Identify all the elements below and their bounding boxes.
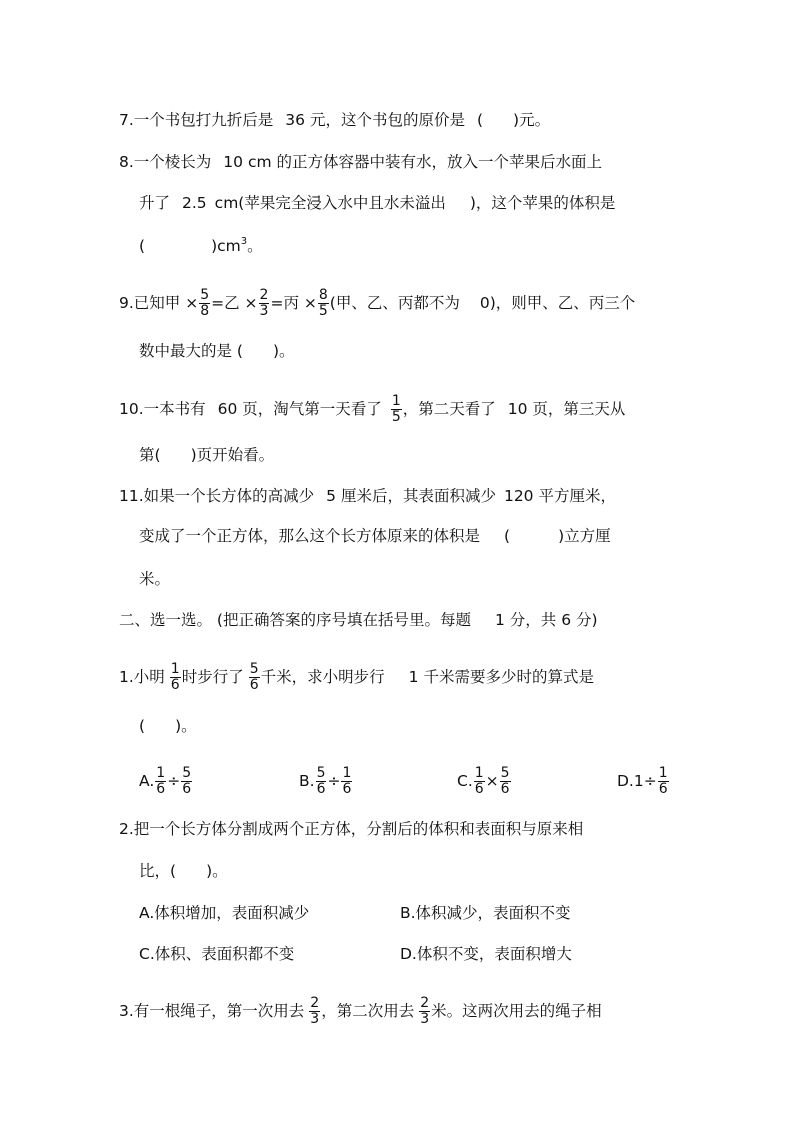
s1-option-d-label: D.1 [617, 772, 644, 790]
s2-text-a: 2.把一个长方体分割成两个正方体，分割后的体积和表面积与原来相 [119, 820, 584, 838]
s1-text-a: 1.小明 [119, 668, 165, 686]
q11-text-f: )立方厘 [558, 527, 611, 545]
q9-text-c: =丙 × [270, 294, 317, 312]
q10-text-f: )页开始看。 [190, 446, 275, 464]
s1-option-b-label: B. [299, 772, 315, 790]
q8-line-1 [119, 152, 602, 172]
s3-fraction-2: $\frac{2}{3}$ [420, 995, 430, 1027]
s2-option-b-text: B.体积减少，表面积不变 [400, 904, 571, 922]
s2-text-b: 比，( [139, 862, 177, 880]
q9-fraction-2: $\frac{2}{3}$ [259, 287, 269, 319]
q9-text-a: 9.已知甲 × [119, 294, 199, 312]
s1-open-paren: ( [139, 717, 146, 735]
q10-text-d: 10 页，第三天从 [507, 400, 626, 418]
q7-text-d: )元。 [513, 111, 551, 129]
q8-line-2 [139, 193, 615, 213]
s2-option-d[interactable] [400, 944, 572, 964]
q8-text-b: 10 cm 的正方体容器中装有水，放入一个苹果后水面上 [223, 153, 602, 171]
q7-line [119, 110, 550, 130]
s2-line-1 [119, 819, 583, 839]
s1-option-a[interactable] [139, 766, 193, 797]
q7-open-paren: ( [476, 111, 484, 129]
s1-option-a-operator: ÷ [167, 772, 181, 790]
s1-option-b-fraction-1: $\frac{5}{6}$ [316, 765, 326, 797]
s1-option-d-fraction: $\frac{1}{6}$ [658, 765, 668, 797]
q11-line-2 [139, 526, 611, 546]
q10-text-c: ，第二天看了 [402, 400, 496, 418]
q8-text-c: 升了 [139, 194, 171, 212]
q11-open-paren: ( [504, 527, 511, 545]
q8-line-3 [139, 236, 263, 256]
q10-text-a: 10.一本书有 [119, 400, 206, 418]
s1-option-c-fraction-1: $\frac{1}{6}$ [474, 765, 484, 797]
q9-text-d: (甲、乙、丙都不为 [329, 294, 460, 312]
q11-text-c: 120 平方厘米， [503, 487, 616, 505]
q8-text-e: cm(苹果完全浸入水中且水未溢出 [214, 194, 446, 212]
s3-text-a: 3.有一根绳子，第一次用去 [119, 1002, 305, 1020]
s3-text-b: ，第二次用去 [321, 1002, 415, 1020]
q9-line-2 [139, 341, 295, 361]
q10-line-2 [139, 445, 274, 465]
s1-option-a-fraction-1: $\frac{1}{6}$ [156, 765, 166, 797]
q9-fraction-1: $\frac{5}{8}$ [200, 287, 210, 319]
s1-option-b-operator: ÷ [327, 772, 341, 790]
q10-line-1 [119, 394, 625, 425]
q10-text-b: 60 页，淘气第一天看了 [217, 400, 382, 418]
s1-option-b-fraction-2: $\frac{1}{6}$ [342, 765, 352, 797]
s1-option-a-label: A. [139, 772, 155, 790]
s1-option-b[interactable] [299, 766, 353, 797]
s1-text-f: )。 [175, 717, 197, 735]
s1-option-a-fraction-2: $\frac{5}{6}$ [182, 765, 192, 797]
s1-option-c-operator: × [485, 772, 499, 790]
q8-text-f: )，这个苹果的体积是 [469, 194, 616, 212]
q8-open-paren: ( [139, 237, 146, 255]
q7-text-a: 7.一个书包打九折后是 [119, 111, 274, 129]
s2-option-c[interactable] [139, 944, 294, 964]
s1-option-d[interactable] [617, 766, 670, 797]
q8-text-d: 2.5 [182, 194, 207, 212]
s1-line-1 [119, 662, 594, 693]
s2-option-c-text: C.体积、表面积都不变 [139, 945, 295, 963]
s1-text-b: 时步行了 [181, 668, 244, 686]
s1-text-d: 1 千米需要多少时的算式是 [408, 668, 594, 686]
q9-line-1 [119, 288, 635, 319]
q8-text-i: 。 [247, 237, 263, 255]
q9-fraction-3: $\frac{8}{5}$ [318, 287, 328, 319]
s1-option-c[interactable] [457, 766, 512, 797]
s1-option-d-operator: ÷ [643, 772, 657, 790]
q11-line-3 [139, 569, 170, 589]
section-2-text-b: 1 分，共 6 分) [494, 611, 598, 629]
q9-text-f: 数中最大的是 ( [139, 342, 243, 360]
s2-option-d-text: D.体积不变，表面积增大 [400, 945, 572, 963]
s2-option-a[interactable] [139, 903, 309, 923]
s1-text-c: 千米，求小明步行 [260, 668, 385, 686]
section-2-text-a: 二、选一选。 (把正确答案的序号填在括号里。每题 [119, 611, 471, 629]
q11-text-d: 变成了一个正方体，那么这个长方体原来的体积是 [139, 527, 481, 545]
s2-line-2 [139, 861, 228, 881]
s2-text-c: )。 [206, 862, 228, 880]
q8-cube-superscript: 3 [240, 236, 248, 247]
s1-option-c-label: C. [457, 772, 473, 790]
q7-text-b: 36 元，这个书包的原价是 [285, 111, 465, 129]
s2-option-b[interactable] [400, 903, 571, 923]
q9-text-b: =乙 × [211, 294, 258, 312]
q8-text-h: )cm [211, 237, 241, 255]
section-2-heading [119, 610, 598, 630]
q8-text-a: 8.一个棱长为 [119, 153, 212, 171]
q9-text-g: )。 [272, 342, 295, 360]
q11-text-a: 11.如果一个长方体的高减少 [119, 487, 315, 505]
s1-fraction-1: $\frac{1}{6}$ [170, 661, 180, 693]
s1-line-2 [139, 716, 197, 736]
s3-fraction-1: $\frac{2}{3}$ [310, 995, 320, 1027]
q10-text-e: 第( [139, 446, 161, 464]
q11-text-b: 5 厘米后，其表面积减少 [326, 487, 496, 505]
q11-text-g: 米。 [139, 570, 171, 588]
q11-line-1 [119, 486, 616, 506]
s2-option-a-text: A.体积增加，表面积减少 [139, 904, 310, 922]
s1-option-c-fraction-2: $\frac{5}{6}$ [500, 765, 510, 797]
q10-fraction: $\frac{1}{5}$ [391, 393, 401, 425]
s1-fraction-2: $\frac{5}{6}$ [249, 661, 259, 693]
s3-text-c: 米。这两次用去的绳子相 [431, 1002, 602, 1020]
s3-line-1 [119, 996, 602, 1027]
q9-text-e: 0)，则甲、乙、丙三个 [479, 294, 636, 312]
